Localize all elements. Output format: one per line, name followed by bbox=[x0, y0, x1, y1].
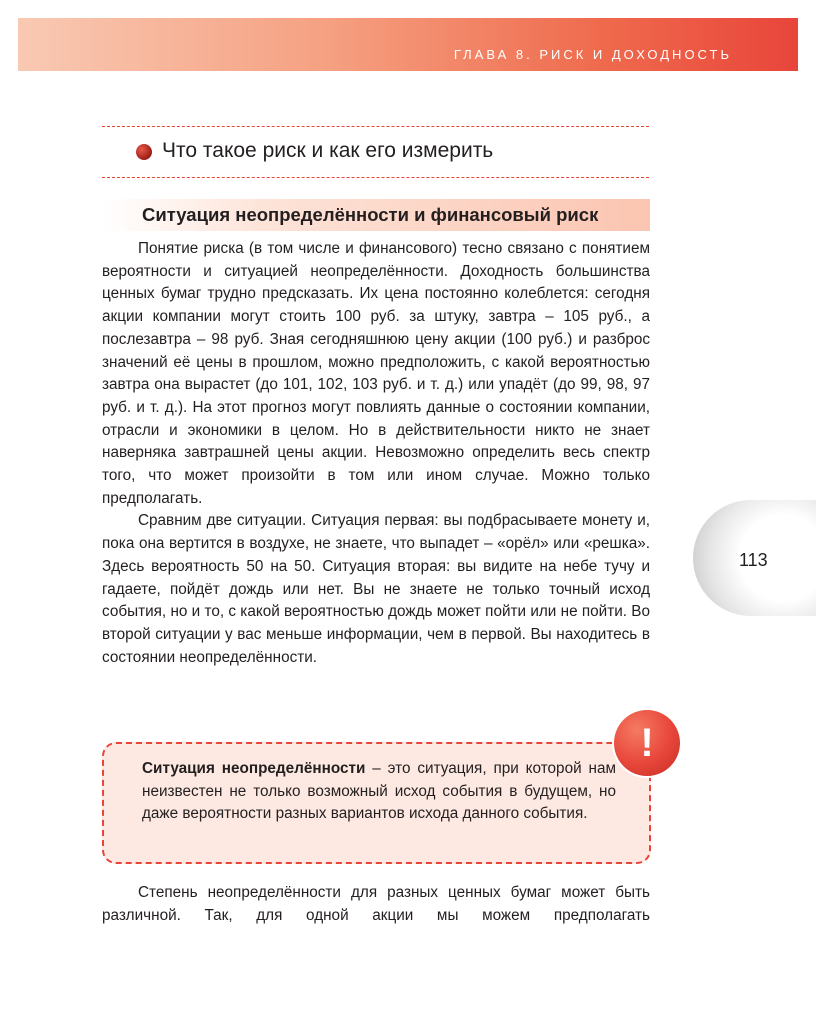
paragraph: Степень неопределённости для разных ценных бумаг может быть различной. Так, для одной акции мы можем предполагать bbox=[102, 884, 650, 924]
body-text-main bbox=[102, 238, 650, 669]
page-number: 113 bbox=[739, 550, 768, 570]
paragraph: Сравним две ситуации. Ситуация первая: вы подбрасываете монету и, пока она вертится в воздухе, не знаете, что выпадет – «орёл» или «решка». Здесь вероятность 50 на 50. Ситуация вторая: вы видите на небе тучу и гадаете, пойдёт дождь или нет. Вы не знаете не только точный исход события, но и то, с какой вероятностью дождь может пойти или не пойти. Во второй ситуации у вас меньше информации, чем в первой. Вы находитесь в состоянии неопределённости. bbox=[102, 512, 650, 666]
definition-text bbox=[142, 758, 616, 826]
section-divider-top bbox=[102, 126, 649, 127]
section-title: Что такое риск и как его измерить bbox=[162, 139, 494, 162]
section-divider-bottom bbox=[102, 177, 649, 178]
paragraph: Понятие риска (в том числе и финансового) тесно связано с понятием вероятности и ситуацией неопределённости. Доходность большинства ценных бумаг трудно предсказать. Их цена постоянно колеблется: сегодня акции компании могут стоить 100 руб. за штуку, завтра – 105 руб., а послезавтра – 98 руб. Зная сегодняшнюю цену акции (100 руб.) и разброс значений её цены в прошлом, можно предположить, с какой вероятностью завтра она вырастет (до 101, 102, 103 руб. и т. д.) или упадёт (до 99, 98, 97 руб. и т. д.). На этот прогноз могут повлиять данные о состоянии компании, отрасли и экономики в целом. Но в действительности никто не знает наверняка завтрашней цены акции. Невозможно определить весь спектр того, что может произойти в том или ином случае. Можно только предполагать. bbox=[102, 240, 650, 507]
section-bullet-icon bbox=[136, 144, 152, 160]
definition-body: – это ситуация, при которой нам неизвестен не только возможный исход события в будущем, но даже вероятности разных вариантов исхода данного события. bbox=[142, 760, 616, 823]
body-text-continued bbox=[102, 882, 650, 927]
chapter-title: ГЛАВА 8. РИСК И ДОХОДНОСТЬ bbox=[453, 47, 732, 62]
exclamation-icon: ! bbox=[614, 710, 680, 776]
subsection-title: Ситуация неопределённости и финансовый риск bbox=[142, 204, 599, 225]
definition-term: Ситуация неопределённости bbox=[142, 760, 366, 777]
chapter-header-band bbox=[18, 18, 798, 71]
